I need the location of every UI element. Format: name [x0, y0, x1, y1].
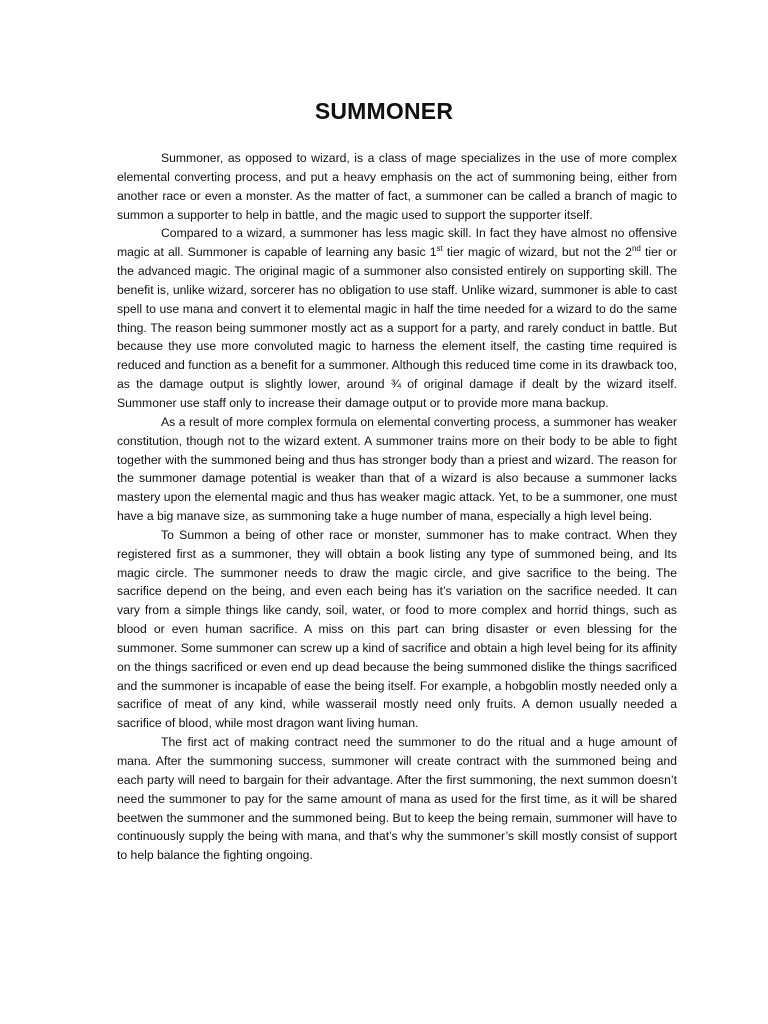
paragraph [117, 413, 677, 526]
page-title: SUMMONER [314, 98, 454, 124]
paragraph-text: Summoner, as opposed to wizard, is a class of mage specializes in the use of more complex elemental converting process, and put a heavy emphasis on the act of summoning being, either from another race or even a monster. As the matter of fact, a summoner can be called a branch of magic to summon a supporter to help in battle, and the magic used to support the supporter itself. [117, 151, 677, 222]
superscript-text: nd [631, 244, 641, 254]
paragraph [117, 526, 677, 733]
paragraph-text: To Summon a being of other race or monster, summoner has to make contract. When they registered first as a summoner, they will obtain a book listing any type of summoned being, and Its magic circle. The summoner needs to draw the magic circle, and give sacrifice to the being. The sacrifice depend on the being, and even each being has it’s variation on the sacrifice needed. It can vary from a simple things like candy, soil, water, or food to more complex and horrid things, such as blood or even human sacrifice. A miss on this part can bring disaster or even blessing for the summoner. Some summoner can screw up a kind of sacrifice and obtain a high level being for its affinity on the things sacrificed or even end up dead because the being summoned dislike the things sacrificed and the summoner is incapable of ease the being itself. For example, a hobgoblin mostly needed only a sacrifice of meat of any kind, while wasserail mostly need only fruits. A demon usually needed a sacrifice of blood, while most dragon want living human. [117, 527, 677, 731]
paragraph [117, 224, 677, 412]
paragraph [117, 149, 677, 224]
paragraph-text: The first act of making contract need the summoner to do the ritual and a huge amount of mana. After the summoning success, summoner will create contract with the summoned being and each party will need to bargain for their advantage. After the first summoning, the next summon doesn’t need the summoner to pay for the same amount of mana as used for the first time, as it will be shared beetwen the summoner and the summoned being. But to keep the being remain, summoner will have to continuously supply the being with mana, and that’s why the summoner’s skill mostly consist of support to help balance the fighting ongoing. [117, 735, 677, 863]
superscript-text: st [436, 244, 443, 254]
document-body [117, 149, 677, 865]
paragraph-text: As a result of more complex formula on elemental converting process, a summoner has weaker constitution, though not to the wizard extent. A summoner trains more on their body to be able to fight together with the summoned being and thus has stronger body than a priest and wizard. The reason for the summoner damage potential is weaker than that of a wizard is also because a summoner lacks mastery upon the elemental magic and thus has weaker magic attack. Yet, to be a summoner, one must have a big manave size, as summoning take a huge number of mana, especially a high level being. [117, 414, 677, 524]
paragraph-text: Compared to a wizard, a summoner has less magic skill. In fact they have almost no offensive magic at all. Summoner is capable of learning any basic 1 [117, 226, 677, 260]
paragraph-text: tier magic of wizard, but not the 2 [442, 245, 632, 260]
paragraph [117, 733, 677, 865]
paragraph-text: tier or the advanced magic. The original magic of a summoner also consisted entirely on supporting skill. The benefit is, unlike wizard, sorcerer has no obligation to use staff. Unlike wizard, summoner is able to cast spell to use mana and convert it to elemental magic in half the time needed for a wizard to do the same thing. The reason being summoner mostly act as a support for a party, and rarely conduct in battle. But because they use more convoluted magic to harness the element itself, the casting time required is reduced and function as a benefit for a summoner. Although this reduced time come in its drawback too, as the damage output is slightly lower, around ¾ of original damage if dealt by the wizard itself. Summoner use staff only to increase their damage output or to provide more mana backup. [117, 245, 677, 410]
